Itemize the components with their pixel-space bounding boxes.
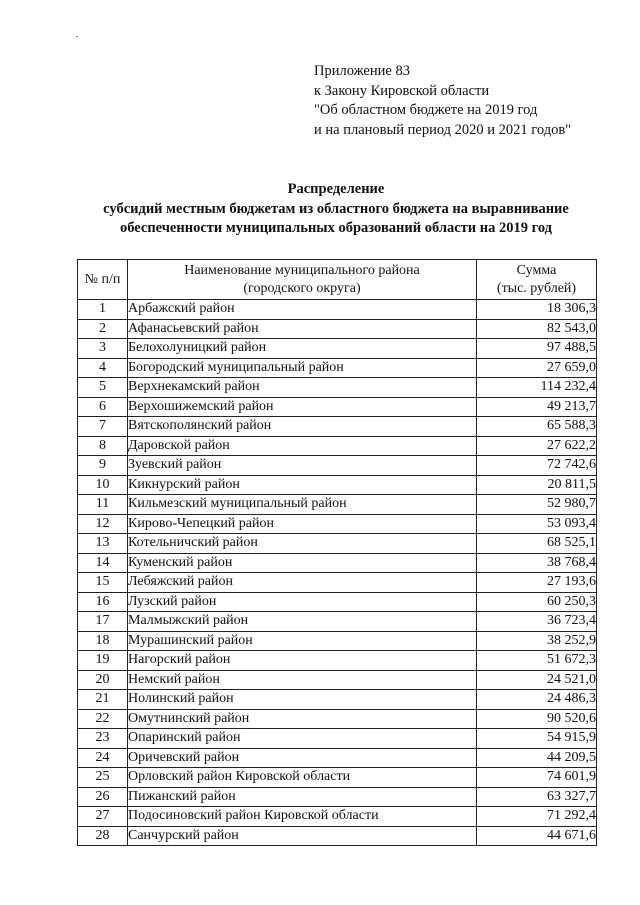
subsidy-amount: 82 543,0 <box>477 319 597 339</box>
table-row <box>78 514 597 534</box>
table-row <box>78 300 597 320</box>
row-number: 23 <box>78 729 128 749</box>
subsidy-amount: 68 525,1 <box>477 534 597 554</box>
district-name: Лебяжский район <box>128 573 477 593</box>
table-row <box>78 631 597 651</box>
district-name: Верхнекамский район <box>128 378 477 398</box>
row-number: 4 <box>78 358 128 378</box>
table-row <box>78 319 597 339</box>
subsidy-amount: 38 768,4 <box>477 553 597 573</box>
header-number: № п/п <box>78 260 128 300</box>
district-name: Санчурский район <box>128 826 477 846</box>
row-number: 21 <box>78 690 128 710</box>
district-name: Нагорский район <box>128 651 477 671</box>
row-number: 11 <box>78 495 128 515</box>
row-number: 6 <box>78 397 128 417</box>
subsidy-amount: 24 486,3 <box>477 690 597 710</box>
table-row <box>78 475 597 495</box>
row-number: 26 <box>78 787 128 807</box>
appendix-law-title: "Об областном бюджете на 2019 год <box>314 102 538 118</box>
district-name: Арбажский район <box>128 300 477 320</box>
district-name: Подосиновский район Кировской области <box>128 807 477 827</box>
row-number: 18 <box>78 631 128 651</box>
subsidy-amount: 63 327,7 <box>477 787 597 807</box>
row-number: 2 <box>78 319 128 339</box>
table-row <box>78 670 597 690</box>
row-number: 8 <box>78 436 128 456</box>
table-row <box>78 787 597 807</box>
subsidy-amount: 27 622,2 <box>477 436 597 456</box>
district-name: Кикнурский район <box>128 475 477 495</box>
district-name: Куменский район <box>128 553 477 573</box>
subsidy-amount: 65 588,3 <box>477 417 597 437</box>
subsidy-amount: 20 811,5 <box>477 475 597 495</box>
subsidy-amount: 60 250,3 <box>477 592 597 612</box>
row-number: 9 <box>78 456 128 476</box>
row-number: 1 <box>78 300 128 320</box>
table-row <box>78 807 597 827</box>
subsidies-table <box>77 259 597 846</box>
row-number: 22 <box>78 709 128 729</box>
table-row <box>78 436 597 456</box>
subsidy-amount: 52 980,7 <box>477 495 597 515</box>
district-name: Белохолуницкий район <box>128 339 477 359</box>
row-number: 27 <box>78 807 128 827</box>
row-number: 17 <box>78 612 128 632</box>
district-name: Кильмезский муниципальный район <box>128 495 477 515</box>
district-name: Кирово-Чепецкий район <box>128 514 477 534</box>
subsidy-amount: 114 232,4 <box>477 378 597 398</box>
subsidy-amount: 27 659,0 <box>477 358 597 378</box>
title-line-2: субсидий местным бюджетам из областного бюджета на выравнивание <box>103 200 569 217</box>
table-row <box>78 339 597 359</box>
subsidy-amount: 44 209,5 <box>477 748 597 768</box>
title-line-3: обеспеченности муниципальных образований области на 2019 год <box>119 220 553 236</box>
subsidy-amount: 18 306,3 <box>477 300 597 320</box>
table-row <box>78 592 597 612</box>
table-row <box>78 397 597 417</box>
appendix-number: Приложение 83 <box>314 63 410 79</box>
district-name: Немский район <box>128 670 477 690</box>
district-name: Котельничский район <box>128 534 477 554</box>
district-name: Оричевский район <box>128 748 477 768</box>
table-row <box>78 690 597 710</box>
district-name: Мурашинский район <box>128 631 477 651</box>
subsidy-amount: 97 488,5 <box>477 339 597 359</box>
table-row <box>78 826 597 846</box>
district-name: Богородский муниципальный район <box>128 358 477 378</box>
header-district-name: Наименование муниципального района (городского округа) <box>128 260 477 300</box>
row-number: 3 <box>78 339 128 359</box>
subsidy-amount: 74 601,9 <box>477 768 597 788</box>
district-name: Пижанский район <box>128 787 477 807</box>
row-number: 25 <box>78 768 128 788</box>
row-number: 20 <box>78 670 128 690</box>
district-name: Лузский район <box>128 592 477 612</box>
table-row <box>78 573 597 593</box>
district-name: Вятскополянский район <box>128 417 477 437</box>
table-row <box>78 553 597 573</box>
table-row <box>78 748 597 768</box>
table-row <box>78 709 597 729</box>
district-name: Омутнинский район <box>128 709 477 729</box>
row-number: 24 <box>78 748 128 768</box>
subsidy-amount: 51 672,3 <box>477 651 597 671</box>
subsidy-amount: 36 723,4 <box>477 612 597 632</box>
row-number: 13 <box>78 534 128 554</box>
district-name: Орловский район Кировской области <box>128 768 477 788</box>
header-sum: Сумма (тыс. рублей) <box>477 260 597 300</box>
district-name: Даровской район <box>128 436 477 456</box>
row-number: 14 <box>78 553 128 573</box>
district-name: Малмыжский район <box>128 612 477 632</box>
subsidy-amount: 90 520,6 <box>477 709 597 729</box>
subsidy-amount: 24 521,0 <box>477 670 597 690</box>
scan-dot-mark <box>76 36 78 37</box>
row-number: 15 <box>78 573 128 593</box>
subsidy-amount: 72 742,6 <box>477 456 597 476</box>
table-row <box>78 358 597 378</box>
district-name: Зуевский район <box>128 456 477 476</box>
district-name: Нолинский район <box>128 690 477 710</box>
table-row <box>78 729 597 749</box>
table-row <box>78 456 597 476</box>
district-name: Верхошижемский район <box>128 397 477 417</box>
table-row <box>78 378 597 398</box>
district-name: Опаринский район <box>128 729 477 749</box>
subsidy-amount: 49 213,7 <box>477 397 597 417</box>
document-title <box>0 180 640 239</box>
appendix-header <box>314 62 571 140</box>
table-body <box>78 300 597 846</box>
table-row <box>78 534 597 554</box>
row-number: 5 <box>78 378 128 398</box>
subsidy-amount: 71 292,4 <box>477 807 597 827</box>
table-row <box>78 768 597 788</box>
subsidy-amount: 38 252,9 <box>477 631 597 651</box>
row-number: 12 <box>78 514 128 534</box>
row-number: 28 <box>78 826 128 846</box>
row-number: 7 <box>78 417 128 437</box>
table-row <box>78 612 597 632</box>
table-row <box>78 651 597 671</box>
row-number: 16 <box>78 592 128 612</box>
table-header-row <box>78 260 597 300</box>
subsidy-amount: 27 193,6 <box>477 573 597 593</box>
row-number: 10 <box>78 475 128 495</box>
table-row <box>78 417 597 437</box>
appendix-law-reference: к Закону Кировской области <box>314 82 490 99</box>
title-line-1: Распределение <box>287 181 385 197</box>
appendix-law-period: и на плановый период 2020 и 2021 годов" <box>314 121 572 138</box>
subsidy-amount: 54 915,9 <box>477 729 597 749</box>
table-row <box>78 495 597 515</box>
district-name: Афанасьевский район <box>128 319 477 339</box>
subsidy-amount: 44 671,6 <box>477 826 597 846</box>
subsidy-amount: 53 093,4 <box>477 514 597 534</box>
row-number: 19 <box>78 651 128 671</box>
